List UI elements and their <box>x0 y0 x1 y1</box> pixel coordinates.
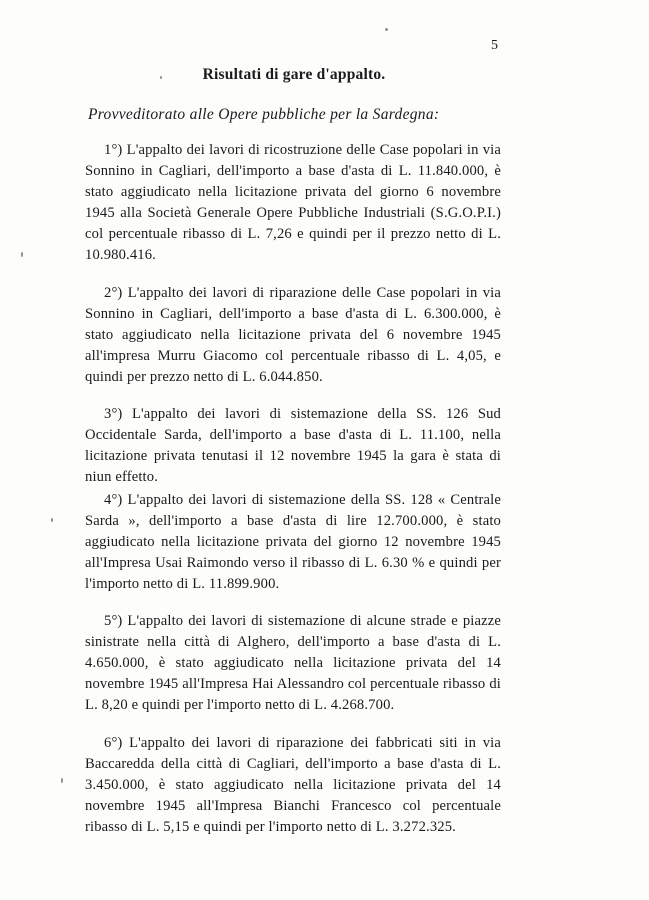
page-title: Risultati di gare d'appalto. <box>202 66 386 83</box>
section-subtitle: Provveditorato alle Opere pubbliche per la Sardegna: <box>88 106 440 123</box>
page-number: 5 <box>491 38 498 53</box>
paragraph-5: 5°) L'appalto dei lavori di sistemazione di alcune strade e piazze sinistrate nella città di Alghero, dell'importo a base d'asta di L. 4.650.000, è stato aggiudicato nella licitazione privata del 14 novembre 1945 all'Impresa Hai Alessandro col percentuale ribasso di L. 8,20 e quindi per l'importo netto di L. 4.268.700. <box>85 613 501 713</box>
scan-speck <box>21 252 23 257</box>
paragraph-1: 1°) L'appalto dei lavori di ricostruzione delle Case popolari in via Sonnino in Cagliari, dell'importo a base d'asta di L. 11.840.000, è stato aggiudicato nella licitazione privata del giorno 6 novembre 1945 alla Società Generale Opere Pubbliche Industriali (S.G.O.P.I.) col percentuale ribasso di L. 7,26 e quindi per il prezzo netto di L. 10.980.416. <box>85 142 501 263</box>
paragraph-4: 4°) L'appalto dei lavori di sistemazione della SS. 128 « Centrale Sarda », dell'importo a base d'asta di lire 12.700.000, è stato aggiudicato nella licitazione privata del giorno 12 novembre 1945 all'Impresa Usai Raimondo verso il ribasso di L. 6.30 % e quindi per l'importo netto di L. 11.899.900. <box>85 492 501 592</box>
paragraph-3: 3°) L'appalto dei lavori di sistemazione della SS. 126 Sud Occidentale Sarda, dell'importo a base d'asta di L. 11.100, nella licitazione privata tenutasi il 12 novembre 1945 la gara è stata di niun effetto. <box>85 406 501 485</box>
paragraph-2: 2°) L'appalto dei lavori di riparazione delle Case popolari in via Sonnino in Cagliari, dell'importo a base d'asta di L. 6.300.000, è stato aggiudicato nella licitazione privata del 6 novembre 1945 all'impresa Murru Giacomo col percentuale ribasso di L. 4,05, e quindi per prezzo netto di L. 6.044.850. <box>85 285 501 385</box>
scan-speck <box>51 518 53 522</box>
scan-speck <box>385 28 388 31</box>
paragraph-6: 6°) L'appalto dei lavori di riparazione dei fabbricati siti in via Baccaredda della città di Cagliari, dell'importo a base d'asta di L. 3.450.000, è stato aggiudicato nella licitazione privata del 14 novembre 1945 all'Impresa Bianchi Francesco col percentuale ribasso di L. 5,15 e quindi per l'importo netto di L. 3.272.325. <box>85 735 501 835</box>
scan-speck <box>61 778 63 783</box>
scan-speck <box>160 76 162 79</box>
